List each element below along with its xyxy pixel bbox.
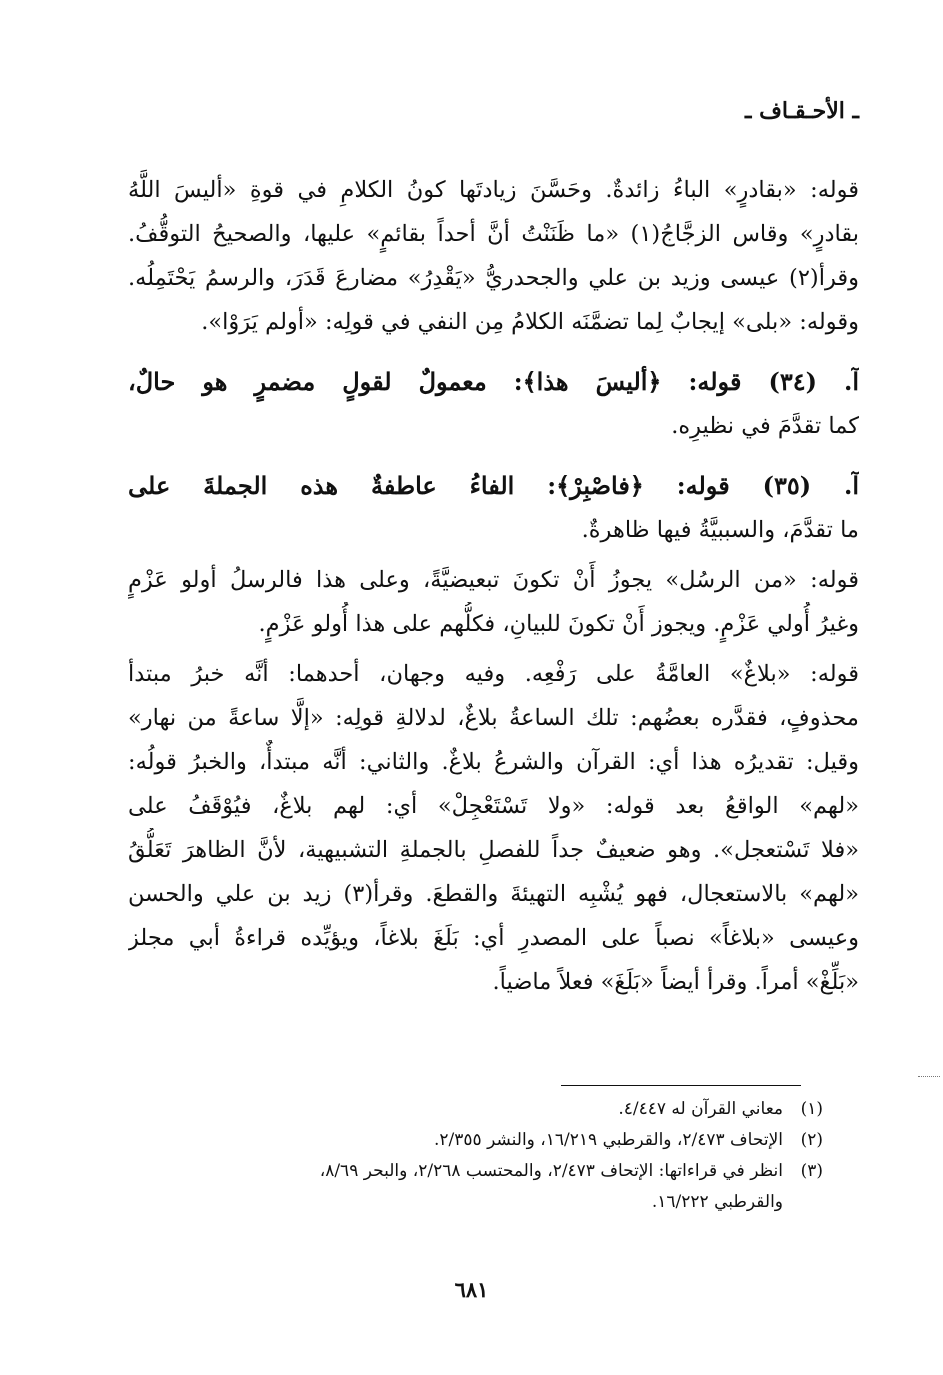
paragraph-bi-qadir <box>128 168 859 344</box>
footnote-3 <box>118 1156 823 1187</box>
footnote-text: معاني القرآن له ٤/٤٤٧. <box>618 1099 783 1119</box>
text-line: وعيسى «بلاغاً» نصباً على المصدرِ أي: بَلَغَ بلاغاً، ويؤيِّده قراءةُ أبي مجلز <box>128 925 859 951</box>
footnote-number: (٢) <box>800 1130 823 1150</box>
footnotes <box>118 1094 823 1218</box>
text-line: قوله: «بقادرٍ» الباءُ زائدةٌ. وحَسَّنَ زيادتَها كونُ الكلامِ في قوةِ «أليسَ اللَّهُ <box>128 177 859 203</box>
footnote-1 <box>118 1094 823 1125</box>
verse-heading-line: آ. (٣٤) قوله: ﴿أليسَ هذا﴾: معمولٌ لقولٍ مضمرٍ هو حالٌ، <box>128 367 859 396</box>
scan-edge-mark <box>918 1076 940 1077</box>
text-line: محذوفٍ، فقدَّره بعضُهم: تلك الساعةُ بلاغٌ، لدلالةِ قولِه: «إلَّا ساعةً من نهار» <box>128 705 859 731</box>
main-text <box>128 168 859 1004</box>
footnote-number: (٣) <box>800 1161 823 1181</box>
verse-heading-line: آ. (٣٥) قوله: ﴿فاصْبِرْ﴾: الفاءُ عاطفةٌ هذه الجملةَ على <box>128 471 859 500</box>
running-header: ـ الأحـقـاف ـ <box>745 98 859 124</box>
text-line: قوله: «من الرسُل» يجوزُ أَنْ تكونَ تبعيضيَّةً، وعلى هذا فالرسلُ أولو عَزْمٍ <box>128 567 859 593</box>
footnote-number: (١) <box>800 1099 823 1119</box>
paragraph-verse-35 <box>128 464 859 552</box>
text-line: وقرأ(٢) عيسى وزيد بن علي والجحدريُّ «يَقْدِرُ» مضارعَ قَدَرَ، والرسمُ يَحْتَمِلُه. <box>128 265 859 291</box>
footnote-divider <box>561 1085 801 1086</box>
footnote-3-continued: والقرطبي ١٦/٢٢٢. <box>651 1192 783 1212</box>
text-line: وغيرُ أُولي عَزْمٍ. ويجوز أَنْ تكونَ للبيانِ، فكلُّهم على هذا أُولو عَزْمٍ. <box>258 611 859 637</box>
footnote-text: انظر في قراءاتها: الإتحاف ٢/٤٧٣، والمحتسب ٢/٢٦٨، والبحر ٨/٦٩، <box>319 1161 783 1181</box>
text-line: ما تقدَّمَ، والسببيَّةُ فيها ظاهرةٌ. <box>581 517 859 543</box>
paragraph-balagh <box>128 652 859 1004</box>
text-line: وقوله: «بلى» إيجابٌ لِما تضمَّنَه الكلامُ مِن النفي في قولِه: «أولم يَرَوْا». <box>201 309 859 335</box>
text-line: كما تقدَّمَ في نظيرِه. <box>671 413 859 439</box>
text-line: «لهم» الواقعُ بعد قوله: «ولا تَسْتَعْجِلْ» أي: لهم بلاغٌ، فيُوْقَفُ على <box>128 793 859 819</box>
text-line: «فلا تَسْتعجل». وهو ضعيفٌ جداً للفصلِ بالجملةِ التشبيهية، لأنَّ الظاهرَ تَعَلُّقُ <box>128 837 859 863</box>
page-number: ٦٨١ <box>454 1277 489 1302</box>
footnote-2 <box>118 1125 823 1156</box>
paragraph-min-al-rusul <box>128 558 859 646</box>
text-line: «بَلِّغْ» أمراً. وقرأ أيضاً «بَلَغَ» فعلاً ماضياً. <box>492 969 859 995</box>
text-line: وقيل: تقديرُه هذا أي: القرآن والشرعُ بلاغٌ. والثاني: أنَّه مبتدأٌ، والخبرُ قولُه: <box>128 749 859 775</box>
text-line: «لهم» بالاستعجال، فهو يُشْبِه التهيئةَ والقطعَ. وقرأ(٣) زيد بن علي والحسن <box>128 881 859 907</box>
text-line: قوله: «بلاغٌ» العامَّةُ على رَفْعِه. وفيه وجهان، أحدهما: أنَّه خبرُ مبتدأ <box>128 661 859 687</box>
text-line: بقادرٍ» وقاس الزجَّاجُ(١) «ما ظَنَنْتُ أنَّ أحداً بقائمٍ» عليها، والصحيحُ التوقُّفُ. <box>128 221 859 247</box>
footnote-text: الإتحاف ٢/٤٧٣، والقرطبي ١٦/٢١٩، والنشر ٢/٣٥٥. <box>434 1130 783 1150</box>
paragraph-verse-34 <box>128 360 859 448</box>
